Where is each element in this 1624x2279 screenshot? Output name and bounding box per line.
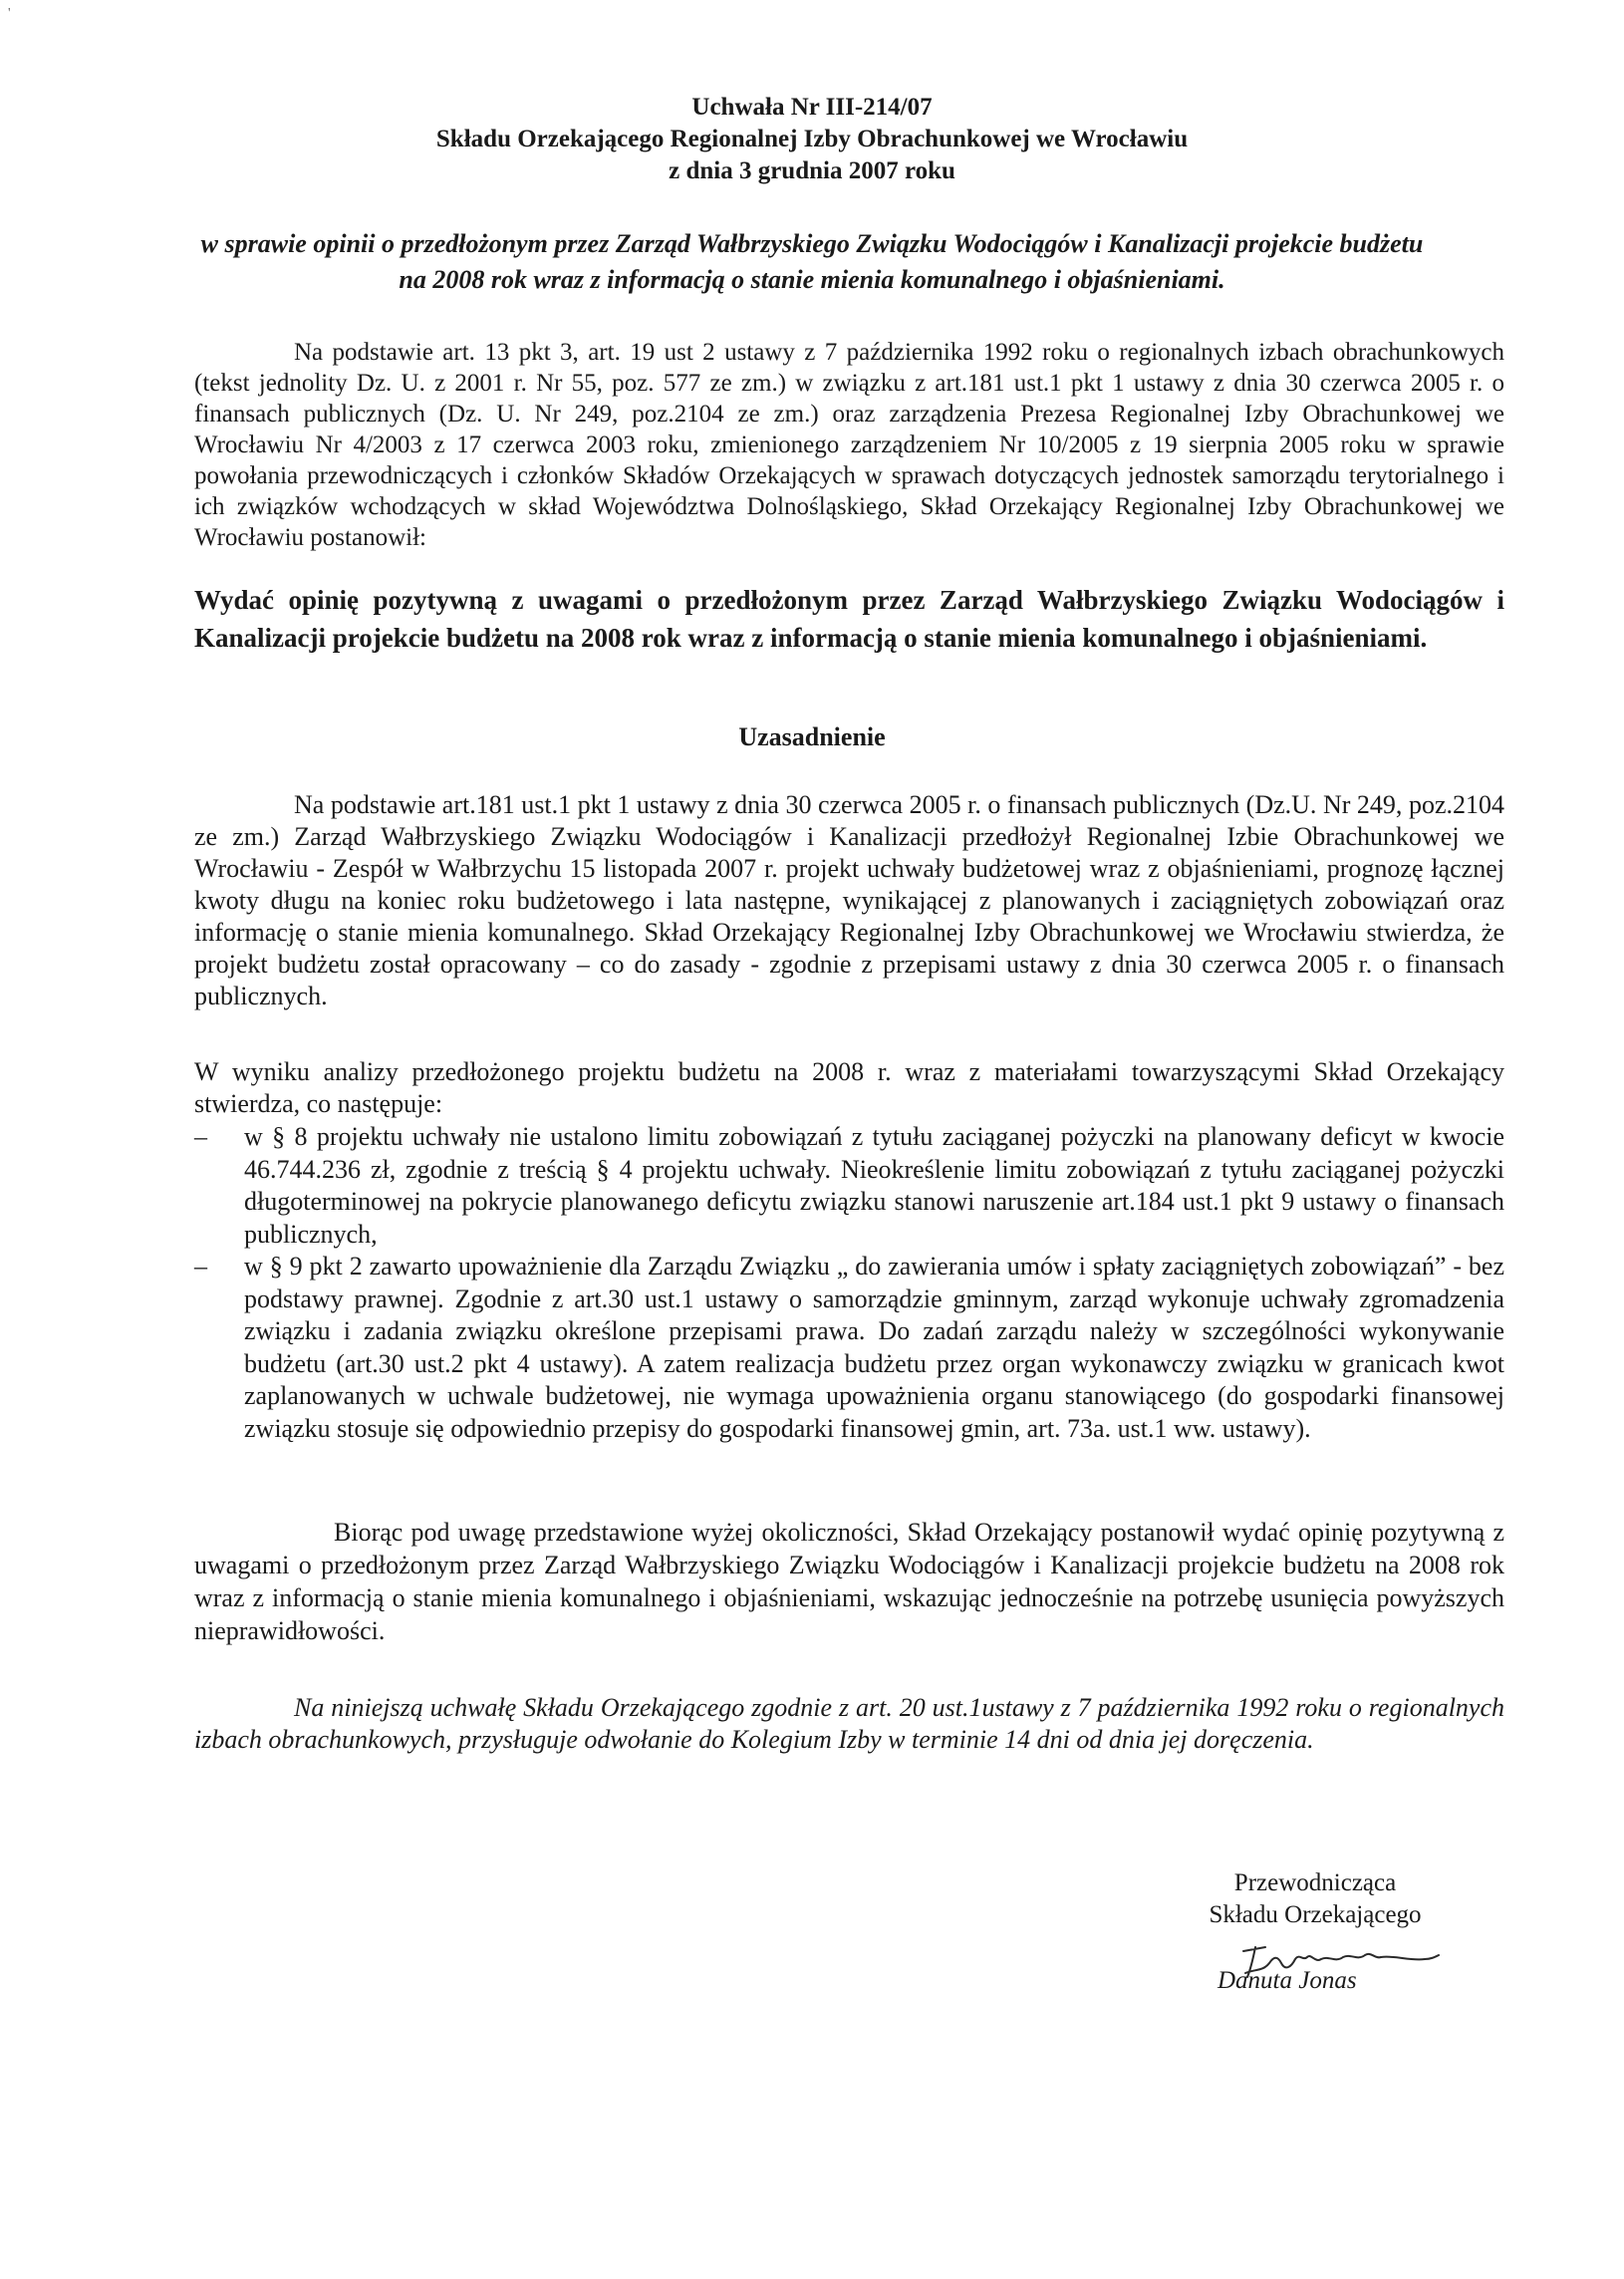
findings-list xyxy=(194,1121,1504,1445)
appeal-notice: Na niniejszą uchwałę Składu Orzekającego zgodnie z art. 20 ust.1ustawy z 7 października 1992 roku o regionalnych izbach obrachunkowych, przysługuje odwołanie do Kolegium Izby w terminie 14 dni od dnia jej doręczenia. xyxy=(194,1693,1504,1754)
finding-item xyxy=(194,1121,1504,1251)
list-dash: – xyxy=(194,1122,207,1151)
issuing-body: Składu Orzekającego Regionalnej Izby Obrachunkowej we Wrocławiu xyxy=(435,126,1189,152)
justification-paragraph-2: W wyniku analizy przedłożonego projektu budżetu na 2008 r. wraz z materiałami towarzyszącymi Skład Orzekający stwierdza, co następuje: xyxy=(194,1057,1504,1118)
scan-mark: ' xyxy=(8,6,11,21)
finding-text: w § 9 pkt 2 zawarto upoważnienie dla Zarządu Związku „ do zawierania umów i spłaty zaciągniętych zobowiązań” - bez podstawy prawnej. Zgodnie z art.30 ust.1 ustawy o samorządzie gminnym, zarząd wykonuje uchwały zgromadzenia związku i zadania związku określone przepisami prawa. Do zadań zarządu należy w szczególności wykonywanie budżetu (art.30 ust.2 pkt 4 ustawy). A zatem realizacja budżetu przez organ wykonawczy związku w granicach kwot zaplanowanych w uchwale budżetowej, nie wymaga upoważnienia organu stanowiącego (do gospodarki finansowej związku stosuje się odpowiednio przepisy do gospodarki finansowej gmin, art. 73a. ust.1 ww. ustawy). xyxy=(244,1252,1504,1443)
resolution-number: Uchwała Nr III-214/07 xyxy=(691,94,933,121)
list-dash: – xyxy=(194,1252,207,1281)
conclusion-paragraph: Biorąc pod uwagę przedstawione wyżej okoliczności, Skład Orzekający postanowił wydać opinię pozytywną z uwagami o przedłożonym przez Zarząd Wałbrzyskiego Związku Wodociągów i Kanalizacji projekcie budżetu na 2008 rok wraz z informacją o stanie mienia komunalnego i objaśnieniami, wskazując jednocześnie na potrzebę usunięcia powyższych nieprawidłowości. xyxy=(194,1518,1504,1645)
resolution-header xyxy=(0,92,1624,187)
finding-item xyxy=(194,1251,1504,1445)
resolution-date: z dnia 3 grudnia 2007 roku xyxy=(669,157,955,184)
decision-paragraph: Wydać opinię pozytywną z uwagami o przedłożonym przez Zarząd Wałbrzyskiego Związku Wodociągów i Kanalizacji projekcie budżetu na 2008 rok wraz z informacją o stanie mienia komunalnego i objaśnieniami. xyxy=(194,585,1504,653)
resolution-subject: w sprawie opinii o przedłożonym przez Zarząd Wałbrzyskiego Związku Wodociągów i Kanalizacji projekcie budżetu na 2008 rok wraz z informacją o stanie mienia komunalnego i objaśnieniami. xyxy=(200,229,1424,294)
finding-text: w § 8 projektu uchwały nie ustalono limitu zobowiązań z tytułu zaciąganej pożyczki na planowany deficyt w kwocie 46.744.236 zł, zgodnie z treścią § 4 projektu uchwały. Nieokreślenie limitu zobowiązań z tytułu zaciąganej pożyczki długoterminowej na pokrycie planowanego deficytu związku stanowi naruszenie art.184 ust.1 pkt 9 ustawy o finansach publicznych, xyxy=(244,1122,1504,1249)
signature-block xyxy=(1146,1867,1485,1931)
signer-name: Danuta Jonas xyxy=(1218,1967,1357,1994)
justification-paragraph-1: Na podstawie art.181 ust.1 pkt 1 ustawy z dnia 30 czerwca 2005 r. o finansach publicznych (Dz.U. Nr 249, poz.2104 ze zm.) Zarząd Wałbrzyskiego Związku Wodociągów i Kanalizacji przedłożył Regionalnej Izbie Obrachunkowej we Wrocławiu - Zespół w Wałbrzychu 15 listopada 2007 r. projekt uchwały budżetowej wraz z objaśnieniami, prognozę łącznej kwoty długu na koniec roku budżetowego i lata następne, wynikającej z planowanych i zaciągniętych zobowiązań oraz informację o stanie mienia komunalnego. Skład Orzekający Regionalnej Izby Obrachunkowej we Wrocławiu stwierdza, że projekt budżetu został opracowany – co do zasady - zgodnie z przepisami ustawy z dnia 30 czerwca 2005 r. o finansach publicznych. xyxy=(194,790,1504,1010)
legal-basis-paragraph: Na podstawie art. 13 pkt 3, art. 19 ust 2 ustawy z 7 października 1992 roku o regionalnych izbach obrachunkowych (tekst jednolity Dz. U. z 2001 r. Nr 55, poz. 577 ze zm.) w związku z art.181 ust.1 pkt 1 ustawy z dnia 30 czerwca 2005 r. o finansach publicznych (Dz. U. Nr 249, poz.2104 ze zm.) oraz zarządzenia Prezesa Regionalnej Izby Obrachunkowej we Wrocławiu Nr 4/2003 z 17 czerwca 2003 roku, zmienionego zarządzeniem Nr 10/2005 z 19 sierpnia 2005 roku w sprawie powołania przewodniczących i członków Składów Orzekających w sprawach dotyczących jednostek samorządu terytorialnego i ich związków wchodzących w skład Województwa Dolnośląskiego, Skład Orzekający Regionalnej Izby Obrachunkowej we Wrocławiu postanowił: xyxy=(194,339,1504,551)
signer-body: Składu Orzekającego xyxy=(1209,1901,1422,1928)
justification-heading: Uzasadnienie xyxy=(738,722,886,751)
signer-role: Przewodnicząca xyxy=(1233,1869,1397,1896)
